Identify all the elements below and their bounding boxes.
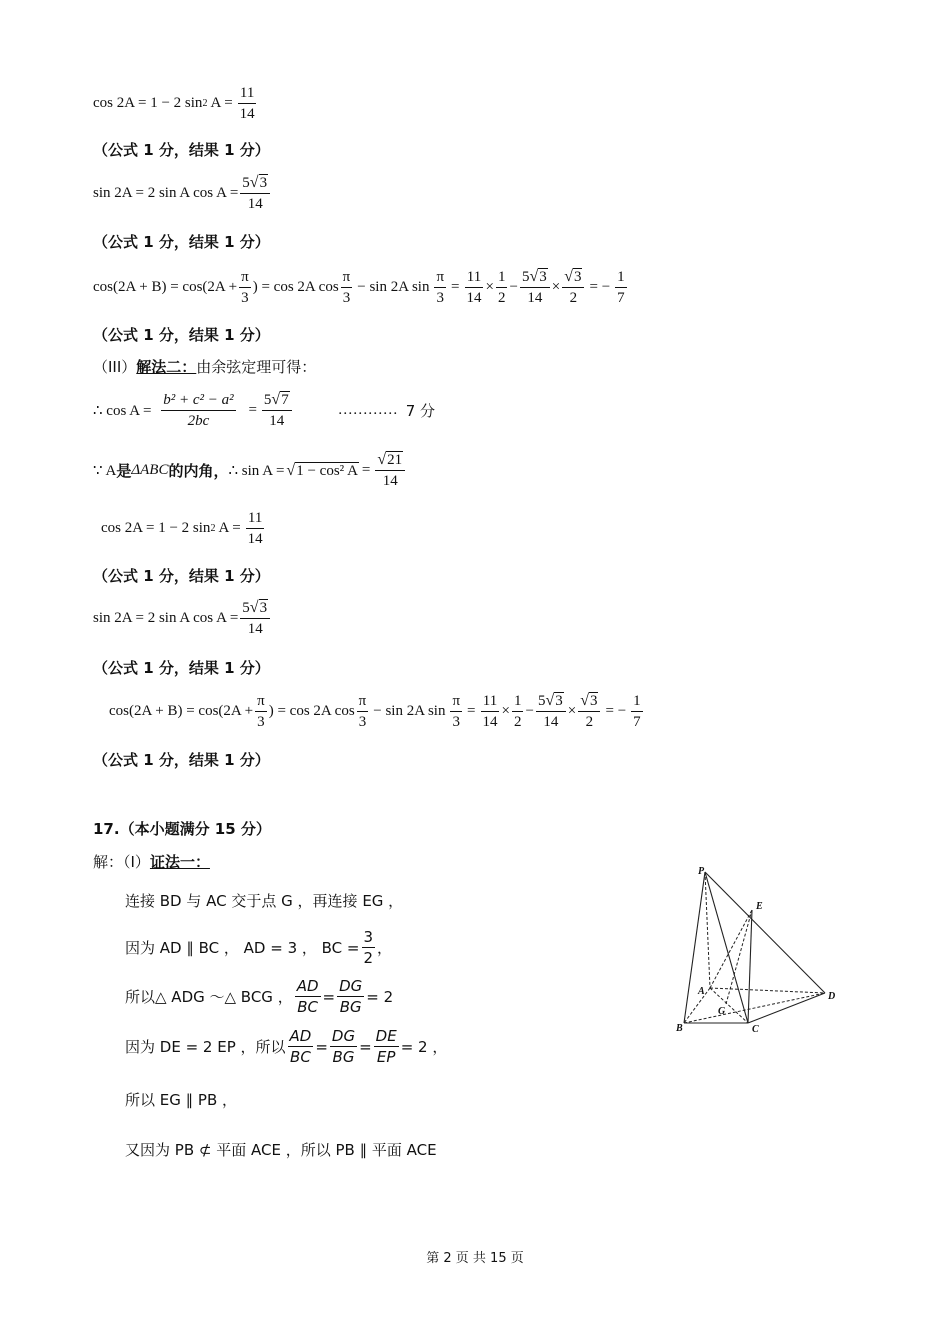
radicand: 21 <box>387 452 403 468</box>
eq-op: × <box>567 703 577 719</box>
eq-op: × <box>501 703 510 719</box>
denominator: 14 <box>247 196 263 212</box>
fraction <box>465 268 484 307</box>
fraction <box>450 692 462 731</box>
sqrt: √ 3 <box>545 692 563 709</box>
eq-text: A = <box>210 95 233 111</box>
score-note: （公式 1 分，结果 1 分） <box>93 567 270 585</box>
eq-text: sin 2A = 2 sin A cos A = <box>93 185 239 201</box>
vertex-label-c: C <box>752 1024 759 1035</box>
radicand: 3 <box>555 693 563 709</box>
proof-line-3 <box>125 977 393 1016</box>
eq-op: × <box>485 279 494 295</box>
fraction <box>362 928 376 967</box>
equation-cosa <box>93 391 435 430</box>
score-note: （公式 1 分，结果 1 分） <box>93 233 270 251</box>
denominator: 2bc <box>187 413 210 429</box>
denominator: 14 <box>482 714 498 730</box>
eq-text: ∵ A <box>93 463 117 479</box>
fraction <box>240 174 270 213</box>
numerator <box>562 268 584 288</box>
eq-text: = − <box>589 279 611 295</box>
denominator: 3 <box>342 290 351 306</box>
eq-op: − <box>525 703 534 719</box>
proof-line-6: 又因为 PB ⊄ 平面 ACE ，所以 PB ∥ 平面 ACE <box>125 1141 437 1159</box>
solution-prefix: 解：（Ⅰ） <box>93 853 150 871</box>
radicand: 7 <box>281 392 289 408</box>
eq-text: 是 <box>116 462 132 480</box>
denominator: 14 <box>466 290 482 306</box>
line-text: 因为 AD ∥ BC ， AD = 3 ， BC = <box>125 939 360 957</box>
fraction <box>512 692 524 731</box>
edge-pb <box>684 872 705 1023</box>
numerator <box>240 599 270 619</box>
numerator: AD <box>289 1027 312 1045</box>
fraction <box>240 599 270 638</box>
fraction <box>434 268 446 307</box>
proof-line-5: 所以 EG ∥ PB ， <box>125 1091 238 1109</box>
section-prefix: （III） <box>93 358 137 376</box>
coef: 5 <box>537 693 546 709</box>
coef: 5 <box>263 392 272 408</box>
fraction <box>631 692 643 731</box>
eq-op: − <box>509 279 518 295</box>
radicand: 3 <box>259 175 268 191</box>
numerator <box>240 174 270 194</box>
numerator: DG <box>331 1027 356 1045</box>
radicand: 3 <box>259 600 268 616</box>
eq-text: ) = cos 2A cos <box>252 279 339 295</box>
denominator: 7 <box>633 714 641 730</box>
score-note: （公式 1 分，结果 1 分） <box>93 141 270 159</box>
numerator: 1 <box>631 692 643 712</box>
numerator: b² + c² − a² <box>161 391 235 411</box>
proof-line-4 <box>125 1027 447 1066</box>
eq-text: 的内角， <box>168 462 229 480</box>
sqrt: √ 3 <box>249 599 268 616</box>
score-note: （公式 1 分，结果 1 分） <box>93 751 270 769</box>
numerator: 1 <box>615 268 627 288</box>
sqrt: √ 3 <box>580 692 598 709</box>
denominator: 2 <box>513 714 522 730</box>
fraction <box>330 1027 357 1066</box>
vertex-label-g: G <box>718 1006 726 1017</box>
numerator <box>536 692 566 712</box>
numerator: π <box>341 268 353 288</box>
denominator: 3 <box>241 290 249 306</box>
equation-cos2a <box>93 84 259 123</box>
eq-sup: 2 <box>210 523 216 534</box>
sqrt: √ 21 <box>377 451 403 468</box>
numerator: 11 <box>238 84 256 104</box>
numerator: DG <box>339 977 363 995</box>
page-footer: 第 2 页 共 15 页 <box>426 1251 524 1266</box>
pyramid-figure <box>670 860 850 1040</box>
score-label: 7 分 <box>405 402 435 420</box>
vertex-label-d: D <box>828 991 836 1002</box>
fraction <box>246 509 265 548</box>
equation-cos2a-b <box>93 268 629 307</box>
numerator: AD <box>296 977 319 995</box>
fraction <box>615 268 627 307</box>
line-text: ， <box>377 939 393 957</box>
sqrt: √ 3 <box>249 174 268 191</box>
denominator: 2 <box>363 949 374 967</box>
fraction <box>374 1027 399 1066</box>
fraction <box>262 391 292 430</box>
denominator: 3 <box>358 714 367 730</box>
equation-sin2a <box>93 174 272 213</box>
denominator: BG <box>332 1048 355 1066</box>
dots-leader: ………… <box>337 402 398 418</box>
method-text: 由余弦定理可得： <box>196 358 317 376</box>
score-note: （公式 1 分，结果 1 分） <box>93 659 270 677</box>
vertex-label-e: E <box>756 901 763 912</box>
radicand: 3 <box>589 693 598 709</box>
edge-pa <box>705 872 710 988</box>
fraction <box>520 268 550 307</box>
denominator: 3 <box>452 714 460 730</box>
fraction <box>255 692 267 731</box>
eq-text: ∴ cos A = <box>93 403 152 419</box>
sqrt: √ 7 <box>271 391 289 408</box>
fraction <box>337 977 364 1016</box>
numerator: π <box>255 692 267 712</box>
eq-op: = <box>248 402 257 418</box>
denominator: 14 <box>239 106 255 122</box>
radicand: 3 <box>573 269 582 285</box>
equation-sin2a <box>93 599 272 638</box>
eq-text: ) = cos 2A cos <box>268 703 355 719</box>
sqrt: √ 3 <box>529 268 547 285</box>
eq-op: = <box>361 462 371 478</box>
radicand: 1 − cos² A <box>296 462 358 479</box>
edge-bd <box>684 993 825 1023</box>
edge-pd <box>705 872 825 993</box>
denominator: 14 <box>247 531 263 547</box>
numerator: DE <box>375 1027 397 1045</box>
denominator: 2 <box>569 290 578 306</box>
eq-text: cos(2A + B) = cos(2A + <box>109 703 254 719</box>
numerator: 11 <box>481 692 499 712</box>
fraction <box>496 268 508 307</box>
numerator: 3 <box>363 928 374 946</box>
eq-text: A = <box>218 520 241 536</box>
edge-pc <box>705 872 748 1023</box>
fraction <box>578 692 600 731</box>
eq-sup: 2 <box>202 98 208 109</box>
equation-cos2a <box>101 509 267 548</box>
fraction <box>481 692 500 731</box>
fraction <box>375 451 405 490</box>
eq-text: sin 2A = 2 sin A cos A = <box>93 610 239 626</box>
numerator: π <box>357 692 369 712</box>
edge-cd <box>748 993 825 1023</box>
denominator: 14 <box>382 473 398 489</box>
proof-line-2 <box>125 928 392 967</box>
numerator: π <box>434 268 446 288</box>
eq-text: cos(2A + B) = cos(2A + <box>93 279 238 295</box>
sqrt: √ 3 <box>564 268 582 285</box>
denominator: BG <box>339 998 362 1016</box>
solution-heading <box>93 851 210 872</box>
fraction <box>295 977 321 1016</box>
eq-text: − sin 2A sin <box>373 703 446 719</box>
eq-text: = <box>451 279 460 295</box>
coef: 5 <box>242 600 250 616</box>
vertex-label-a: A <box>698 986 705 997</box>
numerator <box>262 391 292 411</box>
fraction <box>341 268 353 307</box>
fraction <box>238 84 257 123</box>
eq-op: × <box>551 279 561 295</box>
score-note: （公式 1 分，结果 1 分） <box>93 326 270 344</box>
numerator: π <box>450 692 462 712</box>
method-label: 解法二： <box>136 358 197 376</box>
method2-heading <box>93 356 316 377</box>
vertex-label-p: P <box>698 866 705 877</box>
denominator: 7 <box>617 290 625 306</box>
vertex-label-b: B <box>676 1023 683 1034</box>
fraction <box>288 1027 314 1066</box>
eq-text: − sin 2A sin <box>357 279 430 295</box>
numerator: π <box>239 268 251 288</box>
fraction <box>239 268 251 307</box>
eq-text: cos 2A = 1 − 2 sin <box>101 520 211 536</box>
denominator: 14 <box>247 621 263 637</box>
eq-text: ΔABC <box>131 462 169 478</box>
denominator: 3 <box>436 290 444 306</box>
equation-sina <box>93 451 407 490</box>
equation-cos2a-b <box>109 692 645 731</box>
eq-op: = <box>359 1037 372 1056</box>
edge-ae <box>710 910 752 988</box>
denominator: 14 <box>269 413 285 429</box>
eq-text: = − <box>605 703 627 719</box>
denominator: 3 <box>257 714 265 730</box>
proof-line-1: 连接 BD 与 AC 交于点 G ，再连接 EG ， <box>125 892 404 910</box>
radicand: 3 <box>539 269 547 285</box>
denominator: 14 <box>527 290 543 306</box>
line-text: = 2 <box>366 987 394 1006</box>
fraction <box>536 692 566 731</box>
numerator: 1 <box>512 692 524 712</box>
question-title: 17.（本小题满分 15 分） <box>93 820 271 838</box>
edge-ad <box>710 988 825 993</box>
eq-op: = <box>315 1037 328 1056</box>
denominator: BC <box>297 998 318 1016</box>
numerator: 1 <box>496 268 508 288</box>
proof-label: 证法一： <box>149 853 210 871</box>
numerator <box>520 268 550 288</box>
denominator: BC <box>290 1048 311 1066</box>
line-text: = 2 ， <box>400 1038 448 1056</box>
fraction <box>153 391 243 430</box>
line-text: 因为 DE = 2 EP ，所以 <box>125 1038 286 1056</box>
denominator: EP <box>376 1048 396 1066</box>
fraction <box>562 268 584 307</box>
coef: 5 <box>521 269 530 285</box>
numerator: 11 <box>246 509 264 529</box>
numerator <box>375 451 405 471</box>
eq-text: = <box>467 703 476 719</box>
numerator <box>578 692 600 712</box>
coef: 5 <box>242 175 250 191</box>
numerator: 11 <box>465 268 483 288</box>
sqrt: √ 1 − cos² A <box>286 461 358 479</box>
denominator: 14 <box>543 714 559 730</box>
eq-op: = <box>322 987 336 1006</box>
denominator: 2 <box>497 290 506 306</box>
fraction <box>357 692 369 731</box>
eq-text: cos 2A = 1 − 2 sin <box>93 95 203 111</box>
denominator: 2 <box>585 714 594 730</box>
edge-ce <box>748 910 752 1023</box>
line-text: 所以△ ADG ～△ BCG ， <box>125 988 293 1006</box>
eq-text: ∴ sin A = <box>228 463 285 479</box>
